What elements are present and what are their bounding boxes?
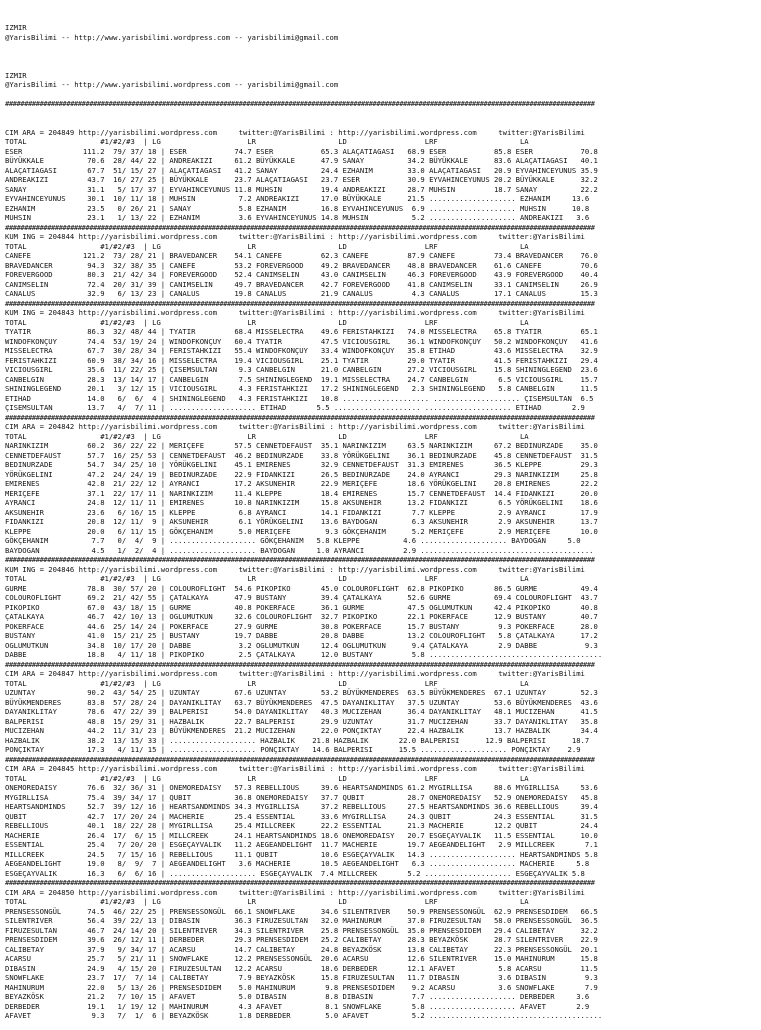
column-header-row: TOTAL #1/#2/#3 | LG LR LD LRF LA bbox=[5, 137, 529, 146]
table-row: MYGIRLLISA 75.4 39/ 34/ 17 | QUBIT 36.8 ONEMOREDAISY 37.7 QUBIT 28.7 ONEMOREDAISY 52.9 ONEMOREDAISY 45.8 bbox=[5, 792, 598, 802]
table-row: PIKOPIKO 67.0 43/ 18/ 15 | GURME 40.8 POKERFACE 36.1 GURME 47.5 OGLUMUTKUN 42.4 PIKOPIKO 40.8 bbox=[5, 602, 598, 612]
table-row: MUCIZEHAN 44.2 11/ 31/ 23 | BÜYÜKMENDERES 21.2 MUCIZEHAN 22.0 PONÇIKTAY 22.4 HAZBALIK 13.7 HAZBALIK 34.4 bbox=[5, 726, 598, 735]
table-row: EZHANIM 23.5 0/ 26/ 21 | SANAY 5.8 EZHANIM 16.8 EYVAHINCEYUNUS 6.9 .................... MUHSIN 10.8 bbox=[5, 203, 590, 213]
document-header bbox=[5, 23, 759, 109]
table-row: DABBE 18.8 4/ 11/ 18 | PIKOPIKO 2.5 ÇATALKAYA 12.0 BUSTANY 5.8 ........................................ bbox=[5, 650, 603, 659]
table-row: ACARSU 25.7 5/ 21/ 11 | SNOWFLAKE 12.2 PRENSESSONGÜL 20.6 ACARSU 12.6 SILENTRIVER 15.0 MAHINURUM 15.8 bbox=[5, 954, 598, 963]
race-sections bbox=[5, 128, 759, 1021]
table-row: PRENSESSONGÜL 74.5 46/ 22/ 25 | PRENSESSONGÜL 66.1 SNOWFLAKE 34.6 SILENTRIVER 50.9 PRENSESSONGÜL 62.9 PRENSESDIDEM 66.5 bbox=[5, 906, 598, 916]
table-row: ALAÇATIAGASI 67.7 51/ 15/ 27 | ALAÇATIAGASI 41.2 SANAY 24.4 EZHANIM 33.0 ALAÇATIAGASI 20.9 EYVAHINCEYUNUS 35.9 bbox=[5, 165, 598, 175]
race-section bbox=[5, 128, 759, 233]
separator-line: ########################################################################################################################################################## bbox=[5, 298, 595, 308]
race-title: KUM ING = 204843 http://yarisbilimi.wordpress.com twitter:@YarisBilimi : http://yarisbilimi.wordpress.com twitter:@YarisBilimi bbox=[5, 308, 585, 317]
table-row: BEDINURZADE 54.7 34/ 25/ 10 | YÖRÜKGELINI 45.1 EMIRENES 32.9 CENNETDEFAUST 31.3 EMIRENES 36.5 KLEPPE 29.3 bbox=[5, 460, 598, 469]
table-row: SNOWFLAKE 23.7 17/ 7/ 14 | CALIBETAY 7.9 BEYAZKÖSK 15.8 FIRUZESULTAN 11.7 DIBASIN 3.6 DIBASIN 9.3 bbox=[5, 973, 598, 982]
table-row: DIBASIN 24.9 4/ 15/ 20 | FIRUZESULTAN 12.2 ACARSU 18.6 DERBEDER 12.1 AFAVET 5.8 ACARSU 11.5 bbox=[5, 963, 598, 973]
column-header-row: TOTAL #1/#2/#3 | LG LR LD LRF LA bbox=[5, 431, 529, 441]
table-row: BUSTANY 41.0 15/ 21/ 25 | BUSTANY 19.7 DABBE 20.8 DABBE 13.2 COLOUROFLIGHT 5.8 ÇATALKAYA 17.2 bbox=[5, 631, 598, 640]
table-row: QUBIT 42.7 17/ 20/ 24 | MACHERIE 25.4 ESSENTIAL 33.6 MYGIRLLISA 24.3 QUBIT 24.3 ESSENTIAL 31.5 bbox=[5, 811, 598, 821]
table-row: FERISTAHKIZI 60.9 38/ 34/ 16 | MISSELECTRA 19.4 VICIOUSGIRL 25.1 TYATIR 29.0 TYATIR 41.5 FERISTAHKIZI 29.4 bbox=[5, 355, 598, 365]
table-row: HAZBALIK 38.2 13/ 15/ 33 | .................... HAZBALIK 21.8 HAZBALIK 22.0 BALPERISI 12.9 BALPERISI 18.7 bbox=[5, 735, 590, 745]
race-section bbox=[5, 565, 759, 670]
table-row: CANBELGIN 28.3 13/ 14/ 17 | CANBELGIN 7.5 SHININGLEGEND 19.1 MISSELECTRA 24.7 CANBELGIN 6.5 VICIOUSGIRL 15.7 bbox=[5, 374, 598, 384]
race-title: CIM ARA = 204849 http://yarisbilimi.wordpress.com twitter:@YarisBilimi : http://yarisbilimi.wordpress.com twitter:@YarisBilimi bbox=[5, 127, 585, 137]
table-row: MERIÇEFE 37.1 22/ 17/ 11 | NARINKIZIM 11.4 KLEPPE 18.4 EMIRENES 15.7 CENNETDEFAUST 14.4 FIDANKIZI 20.0 bbox=[5, 488, 598, 498]
column-header-row: TOTAL #1/#2/#3 | LG LR LD LRF LA bbox=[5, 317, 529, 327]
race-section bbox=[5, 232, 759, 308]
race-title: CIM ARA = 204842 http://yarisbilimi.wordpress.com twitter:@YarisBilimi : http://yarisbilimi.wordpress.com twitter:@YarisBilimi bbox=[5, 422, 585, 431]
separator-line: ########################################################################################################################################################## bbox=[5, 412, 595, 422]
table-row: ESGEÇAYVALIK 16.3 6/ 6/ 16 | .................... ESGEÇAYVALIK 7.4 MILLCREEK 5.2 .................... ESGEÇAYVALIK 5.8 bbox=[5, 868, 585, 878]
table-row: DERBEDER 19.1 1/ 19/ 12 | MAHINURUM 4.3 AFAVET 8.1 SNOWFLAKE 5.8 .................... AFAVET 2.9 bbox=[5, 1001, 590, 1011]
separator-line: ########################################################################################################################################################## bbox=[5, 222, 595, 232]
table-row: CANIMSELIN 72.4 20/ 31/ 39 | CANIMSELIN 49.7 BRAVEDANCER 42.7 FOREVERGOOD 41.8 CANIMSELIN 33.1 CANIMSELIN 26.9 bbox=[5, 279, 598, 289]
table-row: TYATIR 86.3 32/ 48/ 44 | TYATIR 68.4 MISSELECTRA 49.6 FERISTAHKIZI 74.0 MISSELECTRA 65.8 TYATIR 65.1 bbox=[5, 327, 598, 336]
header-line: IZMIR bbox=[5, 70, 27, 80]
table-row: HEARTSANDMINDS 52.7 39/ 12/ 16 | HEARTSANDMINDS 34.3 MYGIRLLISA 37.2 REBELLIOUS 27.5 HEARTSANDMINDS 36.6 REBELLIOUS 39.4 bbox=[5, 802, 598, 811]
column-header-row: TOTAL #1/#2/#3 | LG LR LD LRF LA bbox=[5, 773, 529, 783]
column-header-row: TOTAL #1/#2/#3 | LG LR LD LRF LA bbox=[5, 574, 529, 583]
table-row: REBELLIOUS 40.1 18/ 22/ 28 | MYGIRLLISA 25.4 MILLCREEK 22.2 ESSENTIAL 21.3 MACHERIE 12.2 QUBIT 24.4 bbox=[5, 821, 598, 830]
table-row: BRAVEDANCER 94.3 32/ 38/ 35 | CANEFE 53.2 FOREVERGOOD 49.2 BRAVEDANCER 48.8 BRAVEDANCER 61.6 CANEFE 70.6 bbox=[5, 260, 598, 270]
table-row: BEYAZKÖSK 21.2 7/ 10/ 15 | AFAVET 5.0 DIBASIN 8.8 DIBASIN 7.7 .................... DERBEDER 3.6 bbox=[5, 992, 590, 1001]
header-line bbox=[5, 52, 759, 62]
table-row: WINDOFKONÇUY 74.4 53/ 19/ 24 | WINDOFKONÇUY 60.4 TYATIR 47.5 VICIOUSGIRL 36.1 WINDOFKONÇUY 50.2 WINDOFKONÇUY 41.6 bbox=[5, 336, 598, 346]
column-header-row: TOTAL #1/#2/#3 | LG LR LD LRF LA bbox=[5, 241, 529, 251]
table-row: ESSENTIAL 25.4 7/ 20/ 20 | ESGEÇAYVALIK 11.2 AEGEANDELIGHT 11.7 MACHERIE 19.7 AEGEANDELIGHT 2.9 MILLCREEK 7.1 bbox=[5, 840, 598, 849]
table-row: ESER 111.2 79/ 37/ 18 | ESER 74.7 ESER 65.3 ALAÇATIAGASI 68.9 ESER 85.8 ESER 70.8 bbox=[5, 146, 598, 156]
table-row: CANEFE 121.2 73/ 28/ 21 | BRAVEDANCER 54.1 CANEFE 62.3 CANEFE 87.9 CANEFE 73.4 BRAVEDANCER 76.0 bbox=[5, 251, 598, 260]
table-row: EMIRENES 42.8 21/ 22/ 12 | AYRANCI 17.2 AKSUNEHIR 22.9 MERIÇEFE 18.6 YÖRÜKGELINI 20.8 EMIRENES 22.2 bbox=[5, 479, 598, 488]
table-row: BAYDOGAN 4.5 1/ 2/ 4 | .................... BAYDOGAN 1.0 AYRANCI 2.9 ........................................ bbox=[5, 545, 594, 555]
table-row: OGLUMUTKUN 34.8 10/ 17/ 20 | DABBE 3.2 OGLUMUTKUN 12.4 OGLUMUTKUN 9.4 ÇATALKAYA 2.9 DABBE 9.3 bbox=[5, 640, 598, 650]
table-row: SANAY 31.1 5/ 17/ 37 | EYVAHINCEYUNUS 11.8 MUHSIN 19.4 ANDREAKIZI 28.7 MUHSIN 18.7 SANAY 22.2 bbox=[5, 184, 598, 194]
race-title: CIM ARA = 204845 http://yarisbilimi.wordpress.com twitter:@YarisBilimi : http://yarisbilimi.wordpress.com twitter:@YarisBilimi bbox=[5, 764, 585, 773]
table-row: ONEMOREDAISY 76.6 32/ 36/ 31 | ONEMOREDAISY 57.3 REBELLIOUS 39.6 HEARTSANDMINDS 61.2 MYGIRLLISA 88.6 MYGIRLLISA 53.6 bbox=[5, 783, 598, 792]
table-row: PONÇIKTAY 17.3 4/ 11/ 15 | .................... PONÇIKTAY 14.6 BALPERISI 15.5 .................... PONÇIKTAY 2.9 bbox=[5, 745, 581, 754]
table-row: BALPERISI 48.8 15/ 29/ 31 | HAZBALIK 22.7 BALPERISI 29.9 UZUNTAY 31.7 MUCIZEHAN 33.7 DAYANIKLITAY 35.8 bbox=[5, 716, 598, 726]
table-row: ÇATALKAYA 46.7 42/ 10/ 13 | OGLUMUTKUN 32.6 COLOUROFLIGHT 32.7 PIKOPIKO 22.1 POKERFACE 12.9 BUSTANY 40.7 bbox=[5, 612, 598, 621]
table-row: EYVAHINCEYUNUS 30.1 10/ 11/ 18 | MUHSIN 7.2 ANDREAKIZI 17.0 BÜYÜKKALE 21.5 .................... EZHANIM 13.6 bbox=[5, 194, 590, 203]
race-title: CIM ARA = 204850 http://yarisbilimi.wordpress.com twitter:@YarisBilimi : http://yarisbilimi.wordpress.com twitter:@YarisBilimi bbox=[5, 887, 585, 897]
race-section bbox=[5, 308, 759, 422]
race-title: KUM ING = 204846 http://yarisbilimi.wordpress.com twitter:@YarisBilimi : http://yarisbilimi.wordpress.com twitter:@YarisBilimi bbox=[5, 564, 585, 574]
header-line: @YarisBilimi -- http://www.yarisbilimi.wordpress.com -- yarisbilimi@gmail.com bbox=[5, 32, 339, 42]
table-row: MUHSIN 23.1 1/ 13/ 22 | EZHANIM 3.6 EYVAHINCEYUNUS 14.8 MUHSIN 5.2 .................... ANDREAKIZI 3.6 bbox=[5, 213, 590, 222]
race-section bbox=[5, 669, 759, 764]
table-row: CENNETDEFAUST 57.7 16/ 25/ 53 | CENNETDEFAUST 46.2 BEDINURZADE 33.8 YÖRÜKGELINI 36.1 BEDINURZADE 45.8 CENNETDEFAUST 31.5 bbox=[5, 450, 598, 460]
table-row: YÖRÜKGELINI 47.2 24/ 24/ 19 | BEDINURZADE 22.9 FIDANKIZI 26.5 BEDINURZADE 24.0 AYRANCI 29.3 NARINKIZIM 25.8 bbox=[5, 469, 598, 479]
separator-line: ########################################################################################################################################################## bbox=[5, 555, 595, 564]
race-section bbox=[5, 888, 759, 1021]
table-row: ETIHAD 14.0 6/ 6/ 4 | SHININGLEGEND 4.3 FERISTAHKIZI 10.8 .................... .................... ÇISEMSULTAN 6.5 bbox=[5, 393, 594, 403]
header-line: @YarisBilimi -- http://www.yarisbilimi.wordpress.com -- yarisbilimi@gmail.com bbox=[5, 80, 339, 89]
document-body bbox=[5, 4, 759, 1030]
header-line bbox=[5, 61, 759, 71]
table-row: MACHERIE 26.4 17/ 6/ 15 | MILLCREEK 24.1 HEARTSANDMINDS 18.6 ONEMOREDAISY 20.7 ESGEÇAYVALIK 11.5 ESSENTIAL 10.0 bbox=[5, 830, 598, 840]
table-row: CANALUS 32.9 6/ 13/ 23 | CANALUS 19.8 CANALUS 21.9 CANALUS 4.3 CANALUS 17.1 CANALUS 15.3 bbox=[5, 289, 598, 298]
column-header-row: TOTAL #1/#2/#3 | LG LR LD LRF LA bbox=[5, 897, 529, 906]
header-line: IZMIR bbox=[5, 23, 27, 32]
table-row: GÖKÇEHANIM 7.7 0/ 4/ 9 | .................... GÖKÇEHANIM 5.8 KLEPPE 4.6 .................... BAYDOGAN 5.0 bbox=[5, 536, 581, 545]
table-row: POKERFACE 44.6 25/ 14/ 24 | POKERFACE 27.9 GURME 30.8 POKERFACE 15.7 BUSTANY 9.3 POKERFACE 28.0 bbox=[5, 621, 598, 631]
table-row: KLEPPE 20.0 6/ 11/ 15 | GÖKÇEHANIM 5.0 MERIÇEFE 9.3 GÖKÇEHANIM 5.2 MERIÇEFE 2.9 MERIÇEFE 10.0 bbox=[5, 526, 598, 536]
table-row: DAYANIKLITAY 78.6 47/ 22/ 39 | BALPERISI 54.0 DAYANIKLITAY 40.3 MUCIZEHAN 36.4 DAYANIKLITAY 48.1 MUCIZEHAN 41.5 bbox=[5, 707, 598, 716]
separator-line: ########################################################################################################################################################## bbox=[5, 878, 595, 887]
table-row: AYRANCI 24.8 12/ 11/ 11 | EMIRENES 10.8 NARINKIZIM 15.8 AKSUNEHIR 13.2 FIDANKIZI 6.5 YÖRÜKGELINI 18.6 bbox=[5, 498, 598, 507]
table-row: ÇISEMSULTAN 13.7 4/ 7/ 11 | .................... ETIHAD 5.5 .................... .................... ETIHAD 2.9 bbox=[5, 403, 585, 412]
table-row: ANDREAKIZI 43.7 16/ 27/ 25 | BÜYÜKKALE 23.7 ALAÇATIAGASI 23.7 ESER 30.9 EYVAHINCEYUNUS 20.2 BÜYÜKKALE 32.2 bbox=[5, 175, 598, 184]
race-title: KUM ING = 204844 http://yarisbilimi.wordpress.com twitter:@YarisBilimi : http://yarisbilimi.wordpress.com twitter:@YarisBilimi bbox=[5, 232, 585, 241]
table-row: COLOUROFLIGHT 69.2 21/ 42/ 55 | ÇATALKAYA 47.9 BUSTANY 39.4 ÇATALKAYA 52.6 GURME 69.4 COLOUROFLIGHT 43.7 bbox=[5, 593, 598, 602]
separator-line: ########################################################################################################################################################## bbox=[5, 754, 595, 764]
table-row: PRENSESDIDEM 39.6 26/ 12/ 11 | DERBEDER 29.3 PRENSESDIDEM 25.2 CALIBETAY 28.3 BEYAZKÖSK 28.7 SILENTRIVER 22.9 bbox=[5, 935, 598, 944]
table-row: SILENTRIVER 56.4 39/ 22/ 13 | DIBASIN 36.3 FIRUZESULTAN 32.0 MAHINURUM 37.0 FIRUZESULTAN 58.0 PRENSESSONGÜL 36.5 bbox=[5, 916, 598, 925]
table-row: BÜYÜKKALE 70.6 28/ 44/ 22 | ANDREAKIZI 61.2 BÜYÜKKALE 47.9 SANAY 34.2 BÜYÜKKALE 83.6 ALAÇATIAGASI 40.1 bbox=[5, 156, 598, 165]
table-row: FOREVERGOOD 80.3 21/ 42/ 34 | FOREVERGOOD 52.4 CANIMSELIN 43.0 CANIMSELIN 46.3 FOREVERGOOD 43.9 FOREVERGOOD 40.4 bbox=[5, 270, 598, 279]
table-row: VICIOUSGIRL 35.6 11/ 22/ 25 | ÇISEMSULTAN 9.3 CANBELGIN 21.0 CANBELGIN 27.2 VICIOUSGIRL 15.8 SHININGLEGEND 23.6 bbox=[5, 365, 598, 374]
table-row: BÜYÜKMENDERES 83.8 57/ 28/ 24 | DAYANIKLITAY 63.7 BÜYÜKMENDERES 47.5 DAYANIKLITAY 37.5 UZUNTAY 53.6 BÜYÜKMENDERES 43.6 bbox=[5, 697, 598, 707]
header-line bbox=[5, 90, 759, 100]
table-row: MILLCREEK 24.5 7/ 15/ 16 | REBELLIOUS 11.1 QUBIT 10.6 ESGEÇAYVALIK 14.3 .................... HEARTSANDMINDS 5.8 bbox=[5, 849, 598, 859]
table-row: UZUNTAY 90.2 43/ 54/ 25 | UZUNTAY 67.6 UZUNTAY 53.2 BÜYÜKMENDERES 63.5 BÜYÜKMENDERES 67.1 UZUNTAY 52.3 bbox=[5, 688, 598, 697]
race-title: CIM ARA = 204847 http://yarisbilimi.wordpress.com twitter:@YarisBilimi : http://yarisbilimi.wordpress.com twitter:@YarisBilimi bbox=[5, 669, 585, 678]
race-section bbox=[5, 764, 759, 888]
table-row: MISSELECTRA 67.7 30/ 28/ 34 | FERISTAHKIZI 55.4 WINDOFKONÇUY 33.4 WINDOFKONÇUY 35.8 ETIHAD 43.6 MISSELECTRA 32.9 bbox=[5, 346, 598, 355]
table-row: FIDANKIZI 20.8 12/ 11/ 9 | AKSUNEHIR 6.1 YÖRÜKGELINI 13.6 BAYDOGAN 6.3 AKSUNEHIR 2.9 AKSUNEHIR 13.7 bbox=[5, 517, 598, 526]
table-row: FIRUZESULTAN 46.7 24/ 14/ 20 | SILENTRIVER 34.3 SILENTRIVER 25.8 PRENSESSONGÜL 35.0 PRENSESDIDEM 29.4 CALIBETAY 32.2 bbox=[5, 925, 598, 935]
separator-line: ########################################################################################################################################################## bbox=[5, 659, 595, 669]
table-row: AKSUNEHIR 23.6 6/ 16/ 15 | KLEPPE 6.8 AYRANCI 14.1 FIDANKIZI 7.7 KLEPPE 2.9 AYRANCI 17.9 bbox=[5, 507, 598, 517]
race-section bbox=[5, 422, 759, 565]
column-header-row: TOTAL #1/#2/#3 | LG LR LD LRF LA bbox=[5, 678, 529, 688]
table-row: AEGEANDELIGHT 19.0 8/ 9/ 7 | AEGEANDELIGHT 3.6 MACHERIE 10.5 AEGEANDELIGHT 6.3 .................... MACHERIE 5.8 bbox=[5, 859, 590, 868]
table-row: GURME 78.8 30/ 57/ 20 | COLOUROFLIGHT 54.6 PIKOPIKO 45.0 COLOUROFLIGHT 62.8 PIKOPIKO 86.5 GURME 49.4 bbox=[5, 583, 598, 593]
table-row: SHININGLEGEND 20.1 3/ 12/ 15 | VICIOUSGIRL 4.3 FERISTAHKIZI 17.2 SHININGLEGEND 2.3 SHININGLEGEND 5.8 CANBELGIN 11.5 bbox=[5, 384, 598, 393]
table-row: AFAVET 9.3 7/ 1/ 6 | BEYAZKÖSK 1.8 DERBEDER 5.0 AFAVET 5.2 ........................................ bbox=[5, 1011, 603, 1020]
table-row: MAHINURUM 22.0 5/ 13/ 26 | PRENSESDIDEM 5.0 MAHINURUM 9.8 PRENSESDIDEM 9.2 ACARSU 3.6 SNOWFLAKE 7.9 bbox=[5, 982, 598, 992]
header-line bbox=[5, 42, 759, 52]
table-row: NARINKIZIM 60.2 36/ 22/ 22 | MERIÇEFE 57.5 CENNETDEFAUST 35.1 NARINKIZIM 63.5 NARINKIZIM 67.2 BEDINURZADE 35.0 bbox=[5, 441, 598, 450]
separator-line: ########################################################################################################################################################## bbox=[5, 99, 595, 108]
table-row: CALIBETAY 37.9 9/ 34/ 17 | ACARSU 14.7 CALIBETAY 24.8 BEYAZKÖSK 13.8 CALIBETAY 22.3 PRENSESSONGÜL 20.1 bbox=[5, 944, 598, 954]
